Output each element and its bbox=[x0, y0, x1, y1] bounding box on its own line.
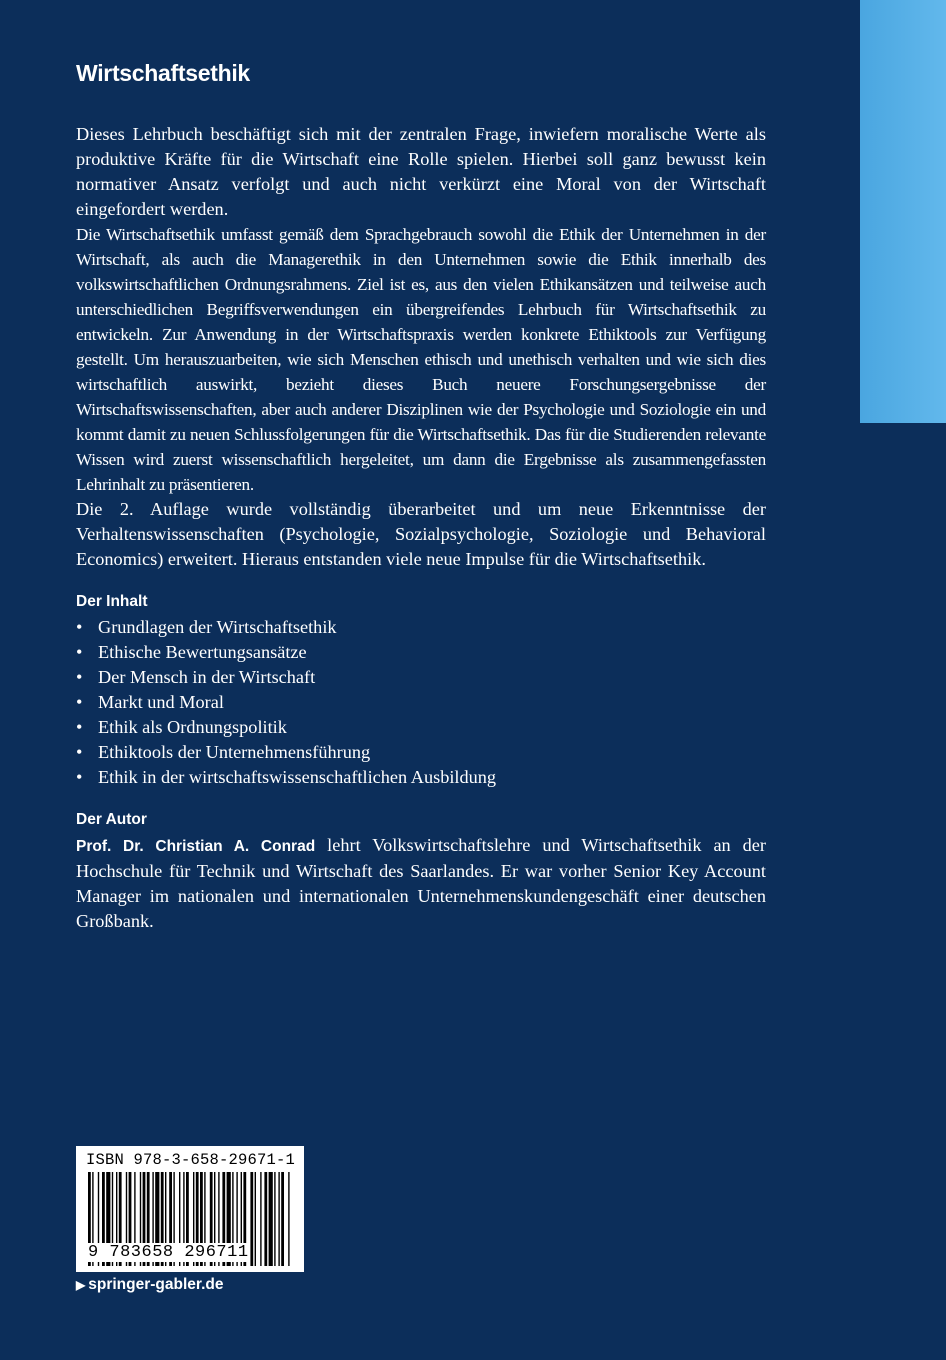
publisher-url: springer-gabler.de bbox=[88, 1276, 224, 1293]
contents-item: • Ethische Bewertungsansätze bbox=[76, 640, 766, 665]
contents-item: • Ethiktools der Unternehmensführung bbox=[76, 740, 766, 765]
contents-item: • Markt und Moral bbox=[76, 690, 766, 715]
description-paragraph-1: Dieses Lehrbuch beschäftigt sich mit der zentralen Frage, inwiefern moralische Werte als produktive Kräfte für die Wirtschaft eine Rolle spielen. Hierbei soll ganz bewusst kein normativer Ansatz verfolgt und auch nicht verkürzt eine Moral von der Wirtschaft eingefordert werden. bbox=[76, 123, 766, 219]
back-cover-content bbox=[76, 60, 766, 934]
author-bio bbox=[76, 833, 766, 934]
isbn-barcode bbox=[76, 1146, 304, 1272]
description-paragraph-3: Die 2. Auflage wurde vollständig überarbeitet und um neue Erkenntnisse der Verhaltenswissenschaften (Psychologie, Sozialpsychologie, Soziologie und Behavioral Economics) erweitert. Hieraus entstanden viele neue Impulse für die Wirtschaftsethik. bbox=[76, 498, 766, 569]
contents-item: • Grundlagen der Wirtschaftsethik bbox=[76, 615, 766, 640]
ean-digits: 9 783658 296711 bbox=[88, 1243, 249, 1262]
accent-tab bbox=[860, 0, 946, 423]
contents-heading: Der Inhalt bbox=[76, 592, 148, 610]
isbn-label: ISBN 978-3-658-29671-1 bbox=[86, 1151, 296, 1169]
contents-item: • Der Mensch in der Wirtschaft bbox=[76, 665, 766, 690]
contents-list bbox=[76, 615, 766, 790]
author-name: Prof. Dr. Christian A. Conrad bbox=[76, 837, 316, 855]
author-heading: Der Autor bbox=[76, 810, 147, 828]
book-title: Wirtschaftsethik bbox=[76, 60, 250, 86]
contents-item: • Ethik in der wirtschaftswissenschaftlichen Ausbildung bbox=[76, 765, 766, 790]
publisher-link[interactable] bbox=[76, 1276, 223, 1294]
author-bio-text: lehrt Volkswirtschaftslehre und Wirtschaftsethik an der Hochschule für Technik und Wirtschaft des Saarlandes. Er war vorher Senior Key Account Manager im nationalen und internationalen Unternehmenskundengeschäft einer deutschen Großbank. bbox=[76, 834, 767, 931]
description-paragraph-2: Die Wirtschaftsethik umfasst gemäß dem Sprachgebrauch sowohl die Ethik der Unternehmen in der Wirtschaft, als auch die Managerethik in den Unternehmen sowie die Ethik innerhalb des volkswirtschaftlichen Ordnungsrahmens. Ziel ist es, aus den vielen Ethikansätzen und teilweise auch unterschiedlichen Begriffsverwendungen ein übergreifendes Lehrbuch für Wirtschaftsethik zu entwickeln. Zur Anwendung in der Wirtschaftspraxis werden konkrete Ethiktools zur Verfügung gestellt. Um herauszuarbeiten, wie sich Menschen ethisch und unethisch verhalten und wie sich dies wirtschaftlich auswirkt, bezieht dieses Buch neuere Forschungsergebnisse der Wirtschaftswissenschaften, aber auch anderer Disziplinen wie der Psychologie und Soziologie ein und kommt damit zu neuen Schlussfolgerungen für die Wirtschaftsethik. Das für die Studierenden relevante Wissen wird zuerst wissenschaftlich hergeleitet, um dann die Ergebnisse als zusammengefassten Lehrinhalt zu präsentieren. bbox=[76, 224, 766, 494]
triangle-right-icon: ▶ bbox=[76, 1278, 86, 1292]
contents-item: • Ethik als Ordnungspolitik bbox=[76, 715, 766, 740]
